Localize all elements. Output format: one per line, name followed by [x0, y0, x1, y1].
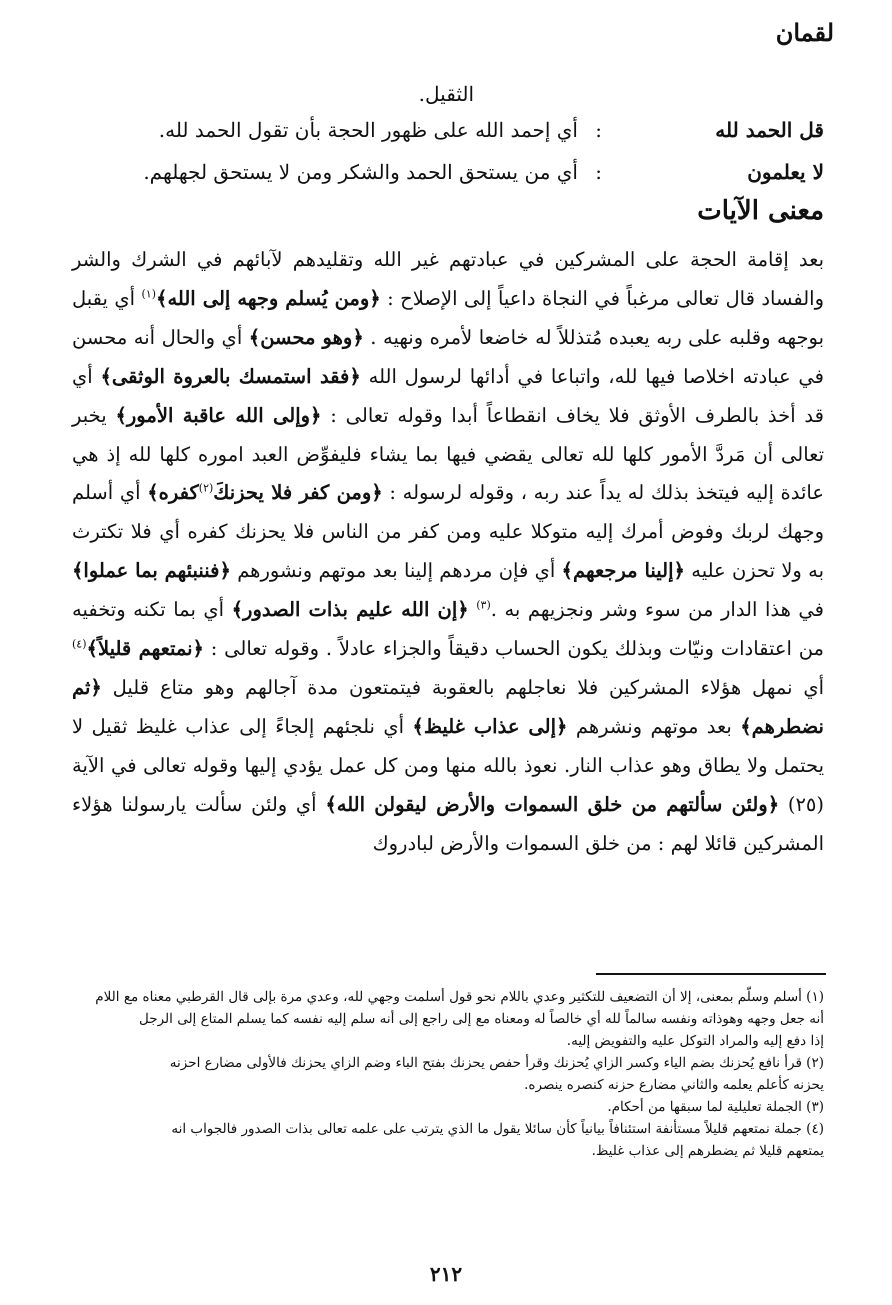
- quran-quote: ﴿إلينا مرجعهم﴾: [561, 559, 685, 583]
- text-run: أي والحال أنه محسن في عبادته اخلاصا فيها لله، واتباعا في أدائها لرسول الله: [72, 325, 824, 388]
- quran-quote: ﴿فقد استمسك بالعروة الوثقى﴾: [100, 364, 361, 388]
- page-number: ٢١٢: [429, 1262, 463, 1286]
- quran-quote: ﴿ومن كفر فلا يحزنكَ: [213, 481, 383, 505]
- footnote-line: يمتعهم قليلا ثم يضطرهم إلى عذاب غليظ.: [591, 1143, 824, 1159]
- top-fragment: الثقيل.: [418, 82, 474, 106]
- footnote-ref: (٣): [476, 598, 491, 612]
- text-run: أي ولئن سألت يارسولنا هؤلاء المشركين قائلا لهم : من خلق السموات والأرض لبادروك: [72, 792, 824, 855]
- main-commentary: [72, 241, 824, 864]
- footnote-line: (٣) الجملة تعليلية لما سبقها من أحكام.: [607, 1099, 824, 1115]
- quran-quote: ﴿إلى عذاب غليظ﴾: [412, 714, 568, 738]
- footnote-ref: (٤): [72, 637, 87, 651]
- text-run: يخبر تعالى أن مَردَّ الأمور كلها لله تعالى يقضي فيها بما يشاء فليفوِّض العبد اموره كلها لله إذ هي عائدة إليه فيتخذ بذلك له يداً عند ربه ، وقوله لرسوله :: [72, 403, 824, 505]
- vocab-definition: أي من يستحق الحمد والشكر ومن لا يستحق لجهلهم.: [143, 160, 578, 184]
- vocab-colon: :: [595, 118, 602, 142]
- quran-quote: كفره﴾: [147, 481, 199, 505]
- footnote-line: (١) أسلم وسلّم بمعنى، إلا أن التضعيف للتكثير وعدي باللام نحو قول أسلمت وجهي لله، وعدي مرة بإلى قال القرطبي معناه مع اللام: [95, 989, 824, 1005]
- quran-quote: ﴿ثم نضطرهم﴾: [72, 675, 824, 738]
- text-run: بعد موتهم ونشرهم: [575, 714, 732, 738]
- text-run: أي فإن مردهم إلينا بعد موتهم ونشورهم: [237, 559, 556, 583]
- text-run: أي نلجئهم إلجاءً إلى عذاب غليظ ثقيل لا يحتمل ولا يطاق وهو عذاب النار. نعوذ بالله منها ومن كل عمل يؤدي إليها وقوله تعالى في الآية (٢٥): [72, 714, 825, 816]
- footnote-line: إذا دفع إليه والمراد التوكل عليه والتفويض إليه.: [566, 1033, 824, 1049]
- footnote-line: أنه جعل وجهه وهوذاته ونفسه سالماً لله أي خالصاً له ومعناه مع إلى راجع إلى أنه سلم إليه نفسه كما يسلم المتاع إلى الرجل: [139, 1011, 824, 1027]
- quran-quote: ﴿إن الله عليم بذات الصدور﴾: [231, 598, 469, 622]
- vocab-row: [72, 118, 824, 152]
- text-run: أي يقبل بوجهه وقلبه على ربه يعبده مُتذللاً له خاضعا لأمره ونهيه .: [72, 286, 825, 349]
- quran-quote: ﴿فننبئهم بما عملوا﴾: [72, 559, 231, 583]
- running-header-title: لقمان: [775, 18, 834, 47]
- section-title: معنى الآيات: [697, 196, 824, 226]
- footnote-ref: (٢): [198, 481, 214, 495]
- quran-quote: ﴿ولئن سألتهم من خلق السموات والأرض ليقولن الله﴾: [325, 792, 780, 816]
- vocab-word: قل الحمد لله: [715, 118, 824, 142]
- vocab-definition: أي إحمد الله على ظهور الحجة بأن تقول الحمد لله.: [158, 118, 578, 142]
- text-run: أي أسلم وجهك لربك وفوض أمرك إليه متوكلا عليه ومن كفر من الناس فلا يحزنك كفره أي فلا تكترث به ولا تحزن عليه: [72, 481, 825, 583]
- quran-quote: ﴿ومن يُسلم وجهه إلى الله﴾: [156, 286, 381, 310]
- vocab-row: [72, 160, 824, 194]
- text-run: أي بما تكنه وتخفيه من اعتقادات ونيّات وبذلك يكون الحساب دقيقاً والجزاء عادلاً . وقوله تعالى :: [72, 598, 824, 661]
- footnote-ref: (١): [141, 287, 157, 301]
- footnote-separator: [596, 973, 826, 975]
- footnote-line: (٢) قرأ نافع يُحزنك بضم الياء وكسر الزاي يُحزنك وقرأ حفص يحزنك بفتح الباء وضم الزاي يحزنك فالأولى مضارع احزنه: [169, 1055, 824, 1071]
- text-run: أي قد أخذ بالطرف الأوثق فلا يخاف انقطاعاً أبدا وقوله تعالى :: [72, 364, 824, 427]
- text-run: في هذا الدار من سوء وشر ونجزيهم به .: [490, 598, 824, 622]
- footnotes: [68, 986, 824, 1162]
- vocab-word: لا يعلمون: [747, 160, 824, 184]
- footnote-line: (٤) جملة نمتعهم قليلاً مستأنفة استئنافاً بيانياً كأن سائلا يقول ما الذي يترتب على علمه تعالى بذات الصدور فالجواب انه: [171, 1121, 824, 1137]
- text-run: أي نمهل هؤلاء المشركين فلا نعاجلهم بالعقوبة فيتمتعون مدة آجالهم وهو متاع قليل: [112, 675, 824, 699]
- quran-quote: ﴿وإلى الله عاقبة الأمور﴾: [115, 403, 322, 427]
- quran-quote: ﴿وهو محسن﴾: [248, 325, 364, 349]
- text-run: بعد إقامة الحجة على المشركين في عبادتهم غير الله وتقليدهم لآبائهم في الشرك والشر والفساد قال تعالى مرغباً في النجاة داعياً إلى الإصلاح :: [72, 248, 824, 310]
- commentary-paragraph: [72, 241, 824, 864]
- vocab-colon: :: [595, 160, 602, 184]
- quran-quote: ﴿نمتعهم قليلاً﴾: [86, 637, 204, 661]
- footnote-line: يحزنه كأعلم يعلمه والثاني مضارع حزنه كنصره ينصره.: [524, 1077, 824, 1093]
